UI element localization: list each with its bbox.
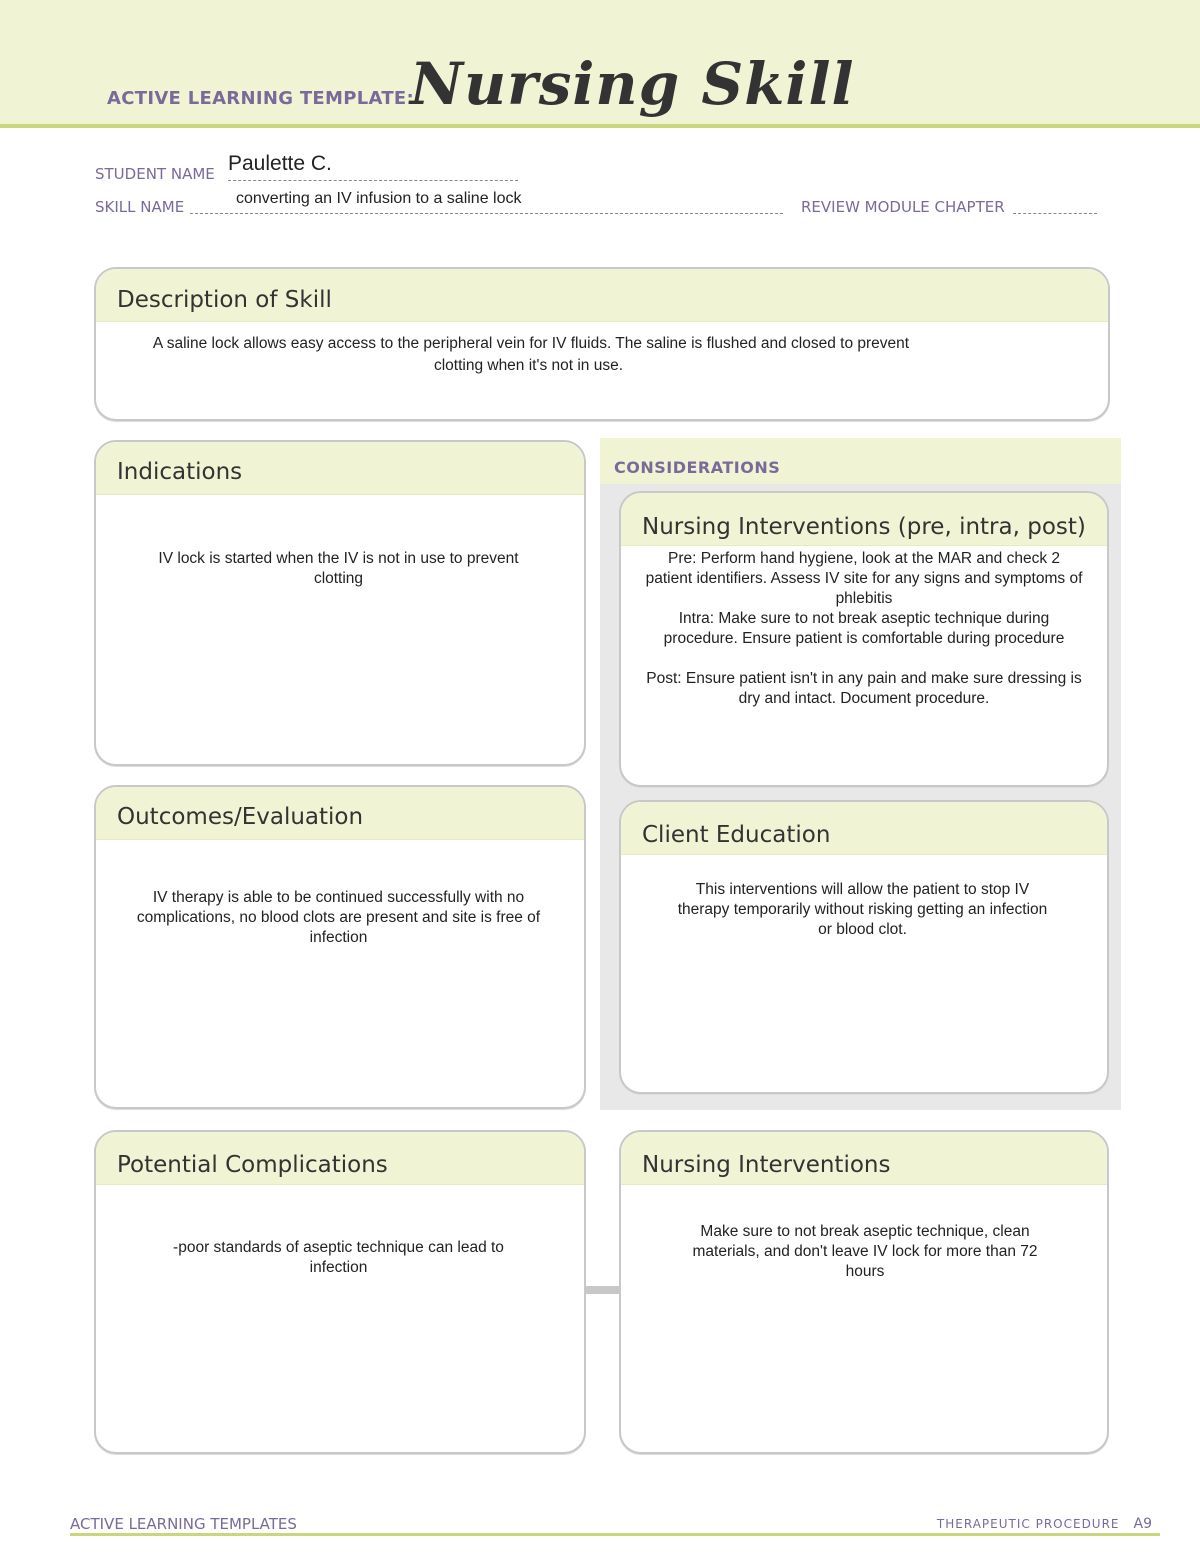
review-module-label: REVIEW MODULE CHAPTER bbox=[801, 198, 1005, 216]
student-name-field[interactable]: Paulette C. bbox=[228, 152, 332, 175]
description-line-2[interactable]: clotting when it's not in use. bbox=[433, 357, 624, 374]
indications-text[interactable]: IV lock is started when the IV is not in use to prevent clotting bbox=[158, 550, 519, 587]
client-education-header bbox=[621, 802, 1107, 855]
considerations-header bbox=[600, 438, 1121, 484]
description-box bbox=[94, 267, 1110, 421]
interventions-post-text[interactable]: Post: Ensure patient isn't in any pain and make sure dressing is dry and intact. Document procedure. bbox=[646, 670, 1082, 707]
complications-title: Potential Complications bbox=[117, 1152, 388, 1178]
nursing-interventions-text[interactable]: Make sure to not break aseptic technique, clean materials, and don't leave IV lock for more than 72 hours bbox=[692, 1223, 1038, 1280]
description-line-1[interactable]: A saline lock allows easy access to the peripheral vein for IV fluids. The saline is flushed and closed to prevent bbox=[152, 335, 910, 352]
client-education-box bbox=[619, 800, 1109, 1094]
header-band bbox=[0, 0, 1200, 128]
nursing-interventions-ppp-header bbox=[621, 493, 1107, 546]
nursing-interventions-title: Nursing Interventions bbox=[642, 1152, 891, 1178]
complications-header bbox=[96, 1132, 584, 1185]
considerations-title: CONSIDERATIONS bbox=[614, 458, 781, 477]
nursing-interventions-ppp-title: Nursing Interventions (pre, intra, post) bbox=[642, 514, 1086, 540]
complications-box bbox=[94, 1130, 586, 1454]
skill-name-label: SKILL NAME bbox=[95, 198, 185, 216]
outcomes-box bbox=[94, 785, 586, 1109]
client-education-text[interactable]: This interventions will allow the patient to stop IV therapy temporarily without risking getting an infection or blood clot. bbox=[677, 881, 1048, 938]
description-header bbox=[96, 269, 1108, 322]
indications-title: Indications bbox=[117, 459, 243, 485]
outcomes-header bbox=[96, 787, 584, 840]
outcomes-text[interactable]: IV therapy is able to be continued successfully with no complications, no blood clots are present and site is free of infection bbox=[136, 889, 541, 946]
footer-section-label: THERAPEUTIC PROCEDURE bbox=[936, 1517, 1120, 1531]
nursing-interventions-box bbox=[619, 1130, 1109, 1454]
nursing-interventions-ppp-box bbox=[619, 491, 1109, 787]
skill-name-field[interactable]: converting an IV infusion to a saline lock bbox=[236, 190, 522, 207]
review-module-line bbox=[1013, 203, 1097, 214]
outcomes-title: Outcomes/Evaluation bbox=[117, 804, 364, 830]
interventions-pre-text[interactable]: Pre: Perform hand hygiene, look at the MAR and check 2 patient identifiers. Assess IV site for any signs and symptoms of phlebitis bbox=[645, 550, 1083, 607]
page-number: A9 bbox=[1133, 1516, 1152, 1532]
indications-box bbox=[94, 440, 586, 766]
connector-bar bbox=[583, 1286, 620, 1294]
template-label: ACTIVE LEARNING TEMPLATE: bbox=[107, 88, 414, 109]
footer-left-label: ACTIVE LEARNING TEMPLATES bbox=[70, 1515, 297, 1533]
indications-header bbox=[96, 442, 584, 495]
complications-text[interactable]: -poor standards of aseptic technique can lead to infection bbox=[173, 1239, 504, 1276]
student-name-label: STUDENT NAME bbox=[95, 165, 215, 183]
client-education-title: Client Education bbox=[642, 822, 831, 848]
footer-right bbox=[937, 1516, 1152, 1532]
description-title: Description of Skill bbox=[117, 287, 332, 313]
nursing-interventions-header bbox=[621, 1132, 1107, 1185]
interventions-intra-text[interactable]: Intra: Make sure to not break aseptic technique during procedure. Ensure patient is comfortable during procedure bbox=[663, 610, 1065, 647]
page-title: Nursing Skill bbox=[410, 50, 855, 118]
footer-divider bbox=[70, 1533, 1160, 1536]
